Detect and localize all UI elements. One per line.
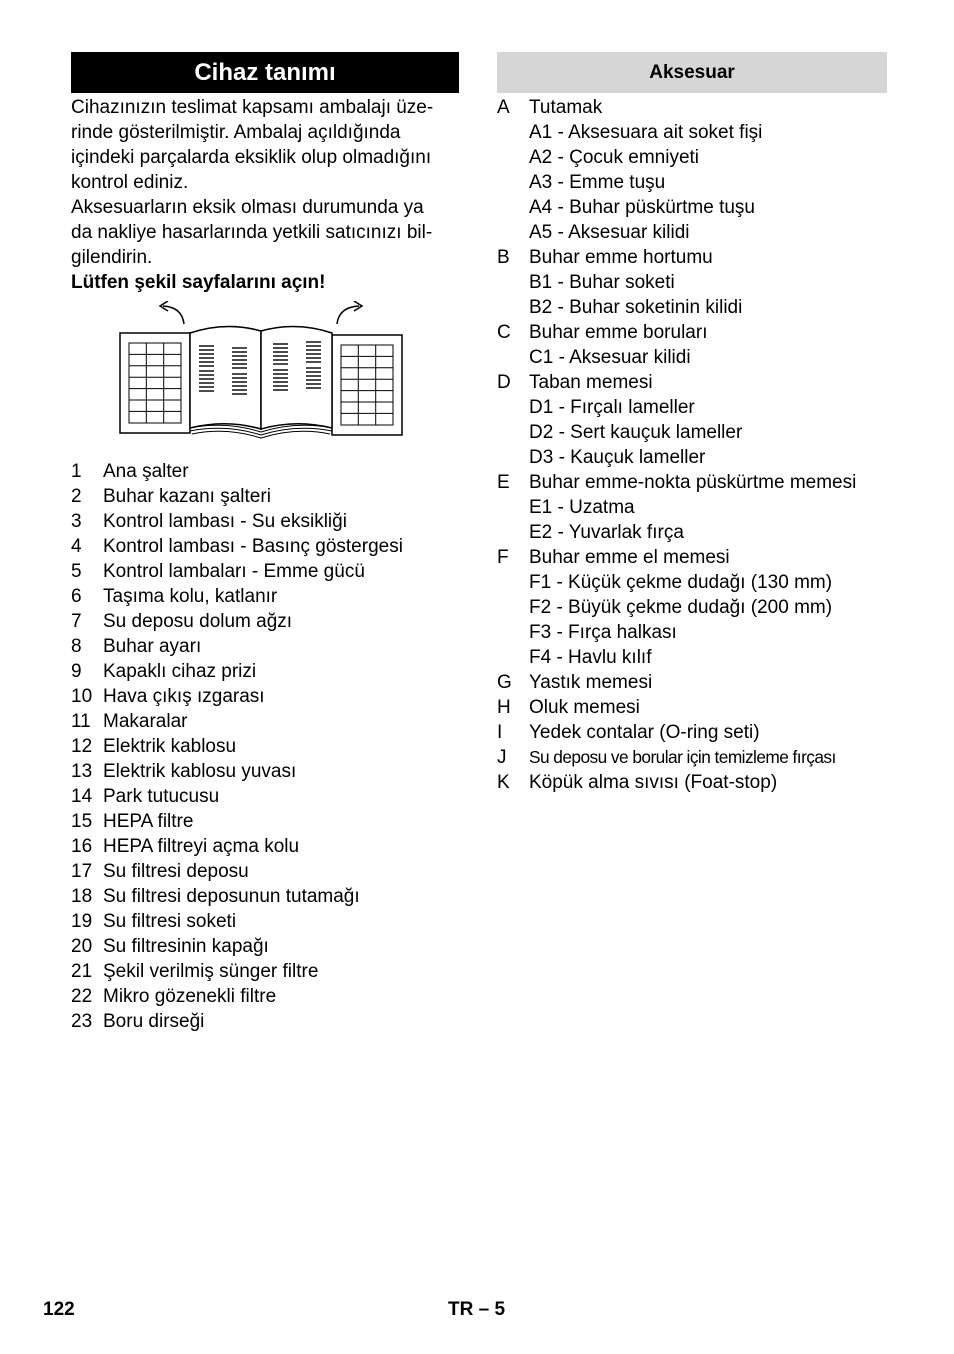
open-manual-illustration xyxy=(71,301,459,441)
accessory-subitem: F3 - Fırça halkası xyxy=(529,622,677,643)
page-section-label: TR – 5 xyxy=(448,1299,506,1320)
item-number: 2 xyxy=(71,486,82,507)
accessory-name: Buhar emme boruları xyxy=(529,322,708,343)
page-number: 122 xyxy=(43,1299,75,1320)
list-item xyxy=(71,909,459,934)
right-column xyxy=(497,52,887,795)
intro-paragraph-1 xyxy=(71,95,459,195)
list-item xyxy=(71,734,459,759)
accessory-letter: A xyxy=(497,97,510,118)
book-left-page xyxy=(190,326,261,429)
item-number: 15 xyxy=(71,811,93,832)
intro-line: Aksesuarların eksik olması durumunda ya xyxy=(71,197,424,218)
accessory-item xyxy=(497,470,887,495)
list-item xyxy=(71,859,459,884)
foldout-page-left xyxy=(120,333,190,433)
item-number: 4 xyxy=(71,536,82,557)
list-item xyxy=(71,684,459,709)
accessory-item xyxy=(497,745,887,770)
accessory-name: Tutamak xyxy=(529,97,603,118)
item-label: Hava çıkış ızgarası xyxy=(103,686,265,707)
accessory-letter: F xyxy=(497,547,509,568)
accessory-subitem: E2 - Yuvarlak fırça xyxy=(529,522,684,543)
fold-arrow-left-icon xyxy=(160,301,184,324)
list-item xyxy=(71,709,459,734)
left-column xyxy=(71,52,459,1034)
accessory-subitem: D3 - Kauçuk lameller xyxy=(529,447,706,468)
item-number: 23 xyxy=(71,1011,93,1032)
item-number: 13 xyxy=(71,761,93,782)
foldout-page-right xyxy=(332,335,402,435)
item-label: Su filtresi soketi xyxy=(103,911,237,932)
item-number: 12 xyxy=(71,736,93,757)
accessory-subitem: B1 - Buhar soketi xyxy=(529,272,675,293)
list-item xyxy=(71,459,459,484)
accessory-name: Yastık memesi xyxy=(529,672,653,693)
accessory-item xyxy=(497,770,887,795)
accessory-subitem: A4 - Buhar püskürtme tuşu xyxy=(529,197,755,218)
list-item xyxy=(71,584,459,609)
item-label: Mikro gözenekli filtre xyxy=(103,986,277,1007)
list-item xyxy=(71,634,459,659)
item-number: 11 xyxy=(71,711,91,732)
item-label: Su filtresi deposunun tutamağı xyxy=(103,886,360,907)
list-item xyxy=(71,809,459,834)
item-number: 8 xyxy=(71,636,82,657)
list-item xyxy=(71,959,459,984)
accessory-subitem: C1 - Aksesuar kilidi xyxy=(529,347,691,368)
accessory-item xyxy=(497,245,887,270)
accessory-item xyxy=(497,320,887,345)
book-right-page xyxy=(261,326,332,429)
item-label: Taşıma kolu, katlanır xyxy=(103,586,278,607)
accessory-name: Taban memesi xyxy=(529,372,653,393)
intro-paragraph-2 xyxy=(71,195,459,270)
accessory-letter: G xyxy=(497,672,512,693)
item-label: Buhar kazanı şalteri xyxy=(103,486,271,507)
item-number: 22 xyxy=(71,986,93,1007)
accessory-item xyxy=(497,370,887,395)
accessory-name: Buhar emme el memesi xyxy=(529,547,730,568)
item-number: 9 xyxy=(71,661,82,682)
item-number: 14 xyxy=(71,786,93,807)
item-label: Buhar ayarı xyxy=(103,636,202,657)
item-number: 17 xyxy=(71,861,93,882)
list-item xyxy=(71,509,459,534)
item-label: HEPA filtreyi açma kolu xyxy=(103,836,300,857)
open-pages-note: Lütfen şekil sayfalarını açın! xyxy=(71,272,326,293)
list-item xyxy=(71,659,459,684)
accessory-item xyxy=(497,95,887,120)
accessory-letter: I xyxy=(497,722,503,743)
accessory-subitem: D1 - Fırçalı lameller xyxy=(529,397,695,418)
accessory-subitem: F1 - Küçük çekme dudağı (130 mm) xyxy=(529,572,833,593)
list-item xyxy=(71,834,459,859)
item-label: Kontrol lambaları - Emme gücü xyxy=(103,561,365,582)
item-number: 16 xyxy=(71,836,93,857)
item-number: 7 xyxy=(71,611,82,632)
intro-line: rinde gösterilmiştir. Ambalaj açıldığında xyxy=(71,122,401,143)
accessory-subitem: B2 - Buhar soketinin kilidi xyxy=(529,297,743,318)
intro-line: gilendirin. xyxy=(71,247,153,268)
list-item xyxy=(71,984,459,1009)
accessory-item xyxy=(497,695,887,720)
accessory-name: Buhar emme-nokta püskürtme memesi xyxy=(529,472,857,493)
accessory-letter: K xyxy=(497,772,510,793)
list-item xyxy=(71,784,459,809)
list-item xyxy=(71,559,459,584)
item-label: Elektrik kablosu xyxy=(103,736,237,757)
item-label: Makaralar xyxy=(103,711,188,732)
accessory-name: Su deposu ve borular için temizleme fırçası xyxy=(529,747,836,767)
item-number: 21 xyxy=(71,961,93,982)
list-item xyxy=(71,609,459,634)
item-label: Su deposu dolum ağzı xyxy=(103,611,293,632)
accessory-name: Buhar emme hortumu xyxy=(529,247,713,268)
item-label: Ana şalter xyxy=(103,461,189,482)
item-label: HEPA filtre xyxy=(103,811,194,832)
item-number: 6 xyxy=(71,586,82,607)
item-number: 10 xyxy=(71,686,93,707)
accessory-name: Oluk memesi xyxy=(529,697,640,718)
accessory-subitem: E1 - Uzatma xyxy=(529,497,635,518)
list-item xyxy=(71,884,459,909)
item-number: 18 xyxy=(71,886,93,907)
accessory-subitem: F4 - Havlu kılıf xyxy=(529,647,652,668)
item-label: Şekil verilmiş sünger filtre xyxy=(103,961,319,982)
item-label: Kontrol lambası - Basınç göstergesi xyxy=(103,536,403,557)
accessories-list xyxy=(497,95,887,795)
accessory-item xyxy=(497,545,887,570)
accessory-subitem: A5 - Aksesuar kilidi xyxy=(529,222,690,243)
accessory-letter: B xyxy=(497,247,510,268)
item-label: Su filtresinin kapağı xyxy=(103,936,269,957)
accessory-subitem: A2 - Çocuk emniyeti xyxy=(529,147,700,168)
list-item xyxy=(71,759,459,784)
list-item xyxy=(71,484,459,509)
accessory-letter: D xyxy=(497,372,511,393)
accessory-name: Köpük alma sıvısı (Foat-stop) xyxy=(529,772,778,793)
accessory-letter: H xyxy=(497,697,511,718)
accessory-subitem: D2 - Sert kauçuk lameller xyxy=(529,422,743,443)
section-title-accessories: Aksesuar xyxy=(497,52,887,93)
accessory-subitem: F2 - Büyük çekme dudağı (200 mm) xyxy=(529,597,833,618)
parts-list xyxy=(71,459,459,1034)
item-label: Su filtresi deposu xyxy=(103,861,249,882)
list-item xyxy=(71,934,459,959)
intro-line: da nakliye hasarlarında yetkili satıcınızı bil- xyxy=(71,222,433,243)
item-label: Park tutucusu xyxy=(103,786,220,807)
item-label: Kontrol lambası - Su eksikliği xyxy=(103,511,347,532)
accessory-subitem: A3 - Emme tuşu xyxy=(529,172,666,193)
intro-line: kontrol ediniz. xyxy=(71,172,189,193)
section-title-device: Cihaz tanımı xyxy=(71,52,459,93)
item-label: Kapaklı cihaz prizi xyxy=(103,661,257,682)
accessory-letter: C xyxy=(497,322,511,343)
accessory-letter: E xyxy=(497,472,510,493)
item-label: Boru dirseği xyxy=(103,1011,205,1032)
item-number: 5 xyxy=(71,561,82,582)
list-item xyxy=(71,1009,459,1034)
item-number: 1 xyxy=(71,461,82,482)
accessory-subitem: A1 - Aksesuara ait soket fişi xyxy=(529,122,763,143)
intro-line: Cihazınızın teslimat kapsamı ambalajı üze- xyxy=(71,97,434,118)
fold-arrow-right-icon xyxy=(337,301,362,324)
list-item xyxy=(71,534,459,559)
accessory-letter: J xyxy=(497,747,507,768)
accessory-item xyxy=(497,720,887,745)
item-number: 20 xyxy=(71,936,93,957)
intro-line: içindeki parçalarda eksiklik olup olmadığını xyxy=(71,147,432,168)
accessory-item xyxy=(497,670,887,695)
item-number: 3 xyxy=(71,511,82,532)
item-number: 19 xyxy=(71,911,93,932)
accessory-name: Yedek contalar (O-ring seti) xyxy=(529,722,760,743)
item-label: Elektrik kablosu yuvası xyxy=(103,761,297,782)
